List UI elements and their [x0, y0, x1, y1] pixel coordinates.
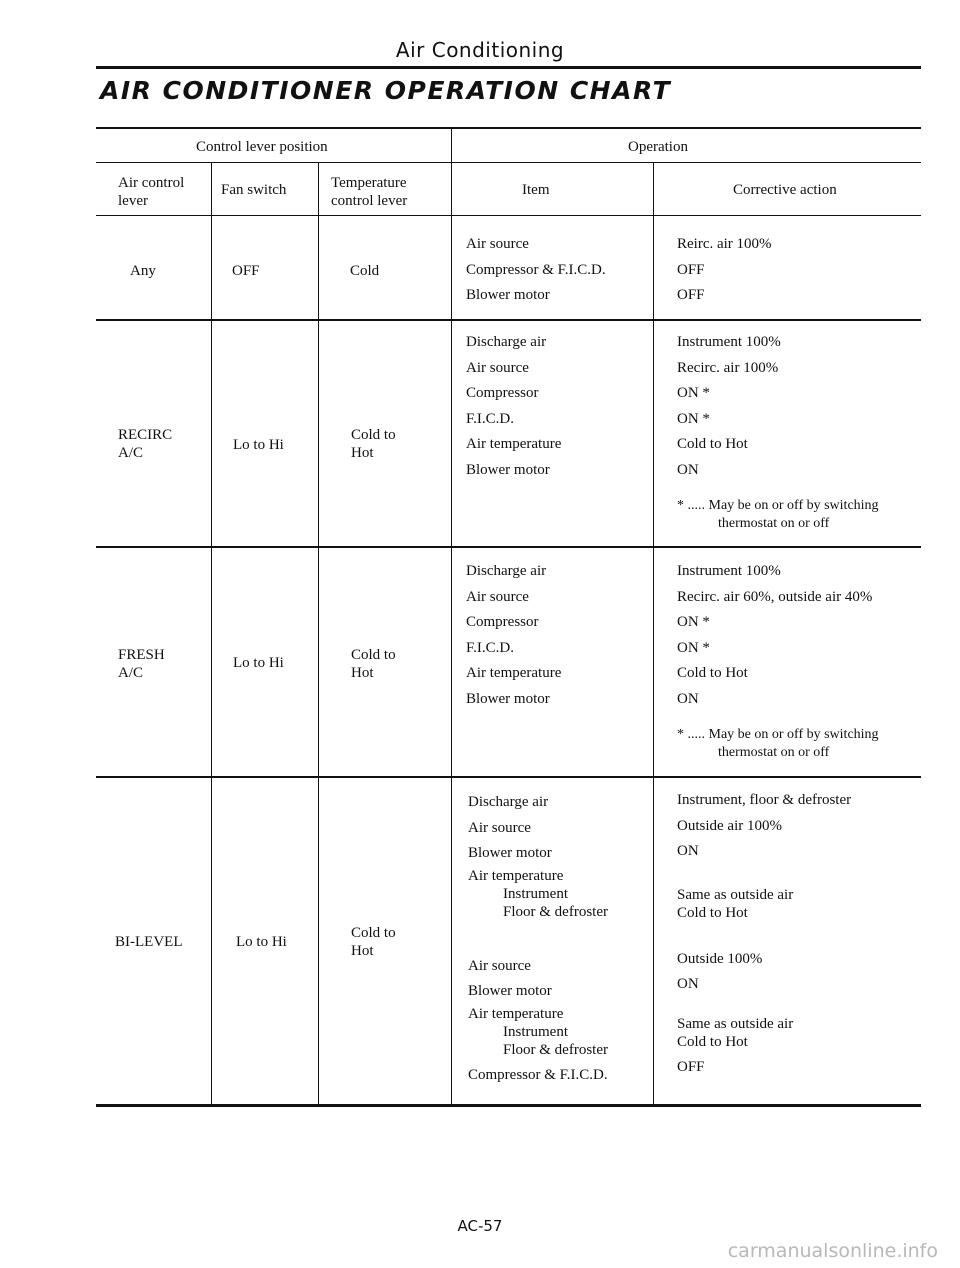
air-control-lever-header: Air control lever [118, 175, 185, 209]
item-header: Item [522, 182, 550, 198]
item: Air source [468, 819, 531, 836]
action: OFF [677, 287, 705, 303]
column-divider-3 [451, 127, 452, 1104]
column-divider-4 [653, 163, 654, 1104]
action: Outside air 100% [677, 817, 782, 834]
row-rule-1 [96, 319, 921, 321]
item: Compressor [466, 385, 539, 401]
action: ON [677, 690, 699, 707]
item: Floor & defroster [503, 1041, 608, 1058]
action: ON * [677, 385, 710, 401]
item: Discharge air [468, 794, 549, 810]
action: Recirc. air 100% [677, 359, 779, 376]
header-bottom-rule [96, 215, 921, 216]
item: Blower motor [466, 287, 550, 303]
row-2-actions [677, 330, 781, 483]
row-1-temperature: Cold [350, 263, 380, 279]
row-3-air-control-lever: FRESH A/C [118, 647, 165, 681]
item: Instrument [503, 885, 568, 902]
column-divider-1 [211, 163, 212, 1104]
action: OFF [677, 261, 705, 278]
action: Cold to Hot [677, 436, 748, 452]
row-rule-3 [96, 776, 921, 778]
action: Instrument, floor & defroster [677, 792, 852, 808]
header-rule [96, 66, 921, 69]
action: ON [677, 843, 699, 859]
item: F.I.C.D. [466, 410, 514, 427]
row-4-items [468, 790, 608, 1088]
header-mid-rule [96, 162, 921, 163]
action: Instrument 100% [677, 563, 781, 579]
table-top-rule [96, 127, 921, 129]
action: ON * [677, 410, 710, 427]
action: ON * [677, 639, 710, 656]
row-2-note: * ..... May be on or off by switching thermostat on or off [677, 498, 879, 531]
control-lever-position-header: Control lever position [196, 139, 328, 155]
row-3-actions [677, 559, 872, 712]
item: Air temperature [468, 867, 564, 884]
item: Air source [466, 359, 529, 376]
page-title: AIR CONDITIONER OPERATION CHART [100, 76, 672, 105]
row-2-items [466, 330, 561, 483]
action: ON [677, 461, 699, 478]
item: Compressor & F.I.C.D. [466, 261, 606, 278]
row-1-actions [677, 232, 772, 309]
row-4-temperature: Cold to Hot [351, 925, 396, 959]
item: Air temperature [466, 436, 562, 452]
row-2-air-control-lever: RECIRC A/C [118, 427, 173, 461]
row-2-temperature: Cold to Hot [351, 427, 396, 461]
action: Recirc. air 60%, outside air 40% [677, 588, 873, 605]
item: Compressor & F.I.C.D. [468, 1066, 608, 1083]
row-3-temperature: Cold to Hot [351, 647, 396, 681]
action: Same as outside air [677, 886, 794, 903]
item: Blower motor [466, 690, 550, 707]
row-4-fan-switch: Lo to Hi [236, 934, 287, 950]
page-number: AC-57 [457, 1217, 503, 1235]
row-4-air-control-lever: BI-LEVEL [115, 934, 183, 950]
temperature-control-lever-header: Temperature control lever [331, 175, 408, 209]
action: ON [677, 976, 699, 992]
operation-header: Operation [628, 139, 688, 155]
row-1-fan-switch: OFF [232, 263, 260, 279]
item: Air source [466, 588, 529, 605]
action: Cold to Hot [677, 665, 748, 681]
item: Air source [466, 236, 529, 252]
action: Cold to Hot [677, 1033, 748, 1050]
item: Discharge air [466, 334, 547, 350]
row-3-fan-switch: Lo to Hi [233, 655, 284, 671]
item: Air temperature [468, 1005, 564, 1022]
row-4-actions [677, 788, 851, 1080]
running-head: Air Conditioning [395, 38, 565, 62]
row-rule-2 [96, 546, 921, 548]
item: Instrument [503, 1023, 568, 1040]
item: Compressor [466, 614, 539, 630]
item: Blower motor [468, 983, 552, 999]
row-2-fan-switch: Lo to Hi [233, 437, 284, 453]
fan-switch-header: Fan switch [221, 182, 287, 198]
item: Air temperature [466, 665, 562, 681]
action: Instrument 100% [677, 334, 781, 350]
item: Discharge air [466, 563, 547, 579]
action: ON * [677, 614, 710, 630]
item: Floor & defroster [503, 903, 608, 920]
row-3-note: * ..... May be on or off by switching thermostat on or off [677, 727, 879, 760]
column-divider-2 [318, 163, 319, 1104]
item: Blower motor [468, 845, 552, 861]
action: Same as outside air [677, 1015, 794, 1032]
row-3-items [466, 559, 561, 712]
corrective-action-header: Corrective action [733, 182, 837, 198]
table-bottom-rule [96, 1104, 921, 1107]
watermark: carmanualsonline.info [727, 1240, 938, 1262]
action: OFF [677, 1058, 705, 1075]
item: Air source [468, 957, 531, 974]
action: Reirc. air 100% [677, 236, 772, 252]
item: Blower motor [466, 461, 550, 478]
action: Cold to Hot [677, 904, 748, 921]
row-1-items [466, 232, 606, 309]
action: Outside 100% [677, 950, 763, 967]
item: F.I.C.D. [466, 639, 514, 656]
row-1-air-control-lever: Any [130, 263, 156, 279]
